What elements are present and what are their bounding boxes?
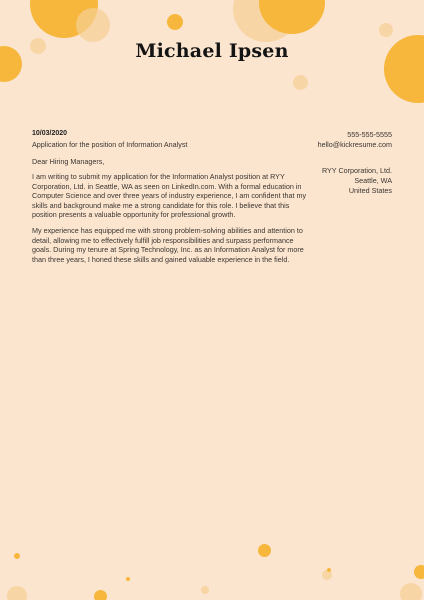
letter-greeting: Dear Hiring Managers, (32, 157, 105, 166)
letter-subject: Application for the position of Information Analyst (32, 140, 188, 149)
recipient-country: United States (348, 186, 392, 195)
decorative-circle (126, 577, 130, 581)
recipient-address (322, 166, 392, 196)
decorative-circle (414, 565, 424, 579)
applicant-name: Michael Ipsen (135, 40, 289, 62)
recipient-city: Seattle, WA (354, 176, 392, 185)
decorative-circle (76, 8, 110, 42)
decorative-circle (379, 23, 393, 37)
decorative-circle (327, 568, 331, 572)
recipient-company: RYY Corporation, Ltd. (321, 166, 392, 175)
letter-paragraph: My experience has equipped me with strong problem-solving abilities and attention to detail, allowing me to effectively fulfill job responsibilities and surpass performance goals. During my tenure at Spring Technology, Inc. as an Information Analyst for more than three years, I honed these skills and gained valuable experience in the field. (32, 226, 304, 264)
decorative-circle (201, 586, 209, 594)
decorative-circle (293, 75, 308, 90)
decorative-circle (258, 544, 271, 557)
decorative-circle (7, 586, 27, 600)
letter-paragraph: I am writing to submit my application for the Information Analyst position at RYY Corporation, Ltd. in Seattle, WA as seen on LinkedIn.com. With a formal education in Computer Science and over three years of industry experience, I am confident that my skills and background make me a strong candidate for this role. I believe that this position presents a valuable opportunity for professional growth. (32, 172, 307, 220)
letter-date: 10/03/2020 (32, 130, 68, 137)
decorative-circle (167, 14, 183, 30)
decorative-circle (94, 590, 107, 600)
decorative-circle (14, 553, 20, 559)
contact-block (318, 130, 392, 150)
decorative-circle (400, 583, 422, 600)
email-address[interactable]: hello@kickresume.com (317, 140, 392, 149)
phone-number: 555-555-5555 (347, 130, 392, 139)
